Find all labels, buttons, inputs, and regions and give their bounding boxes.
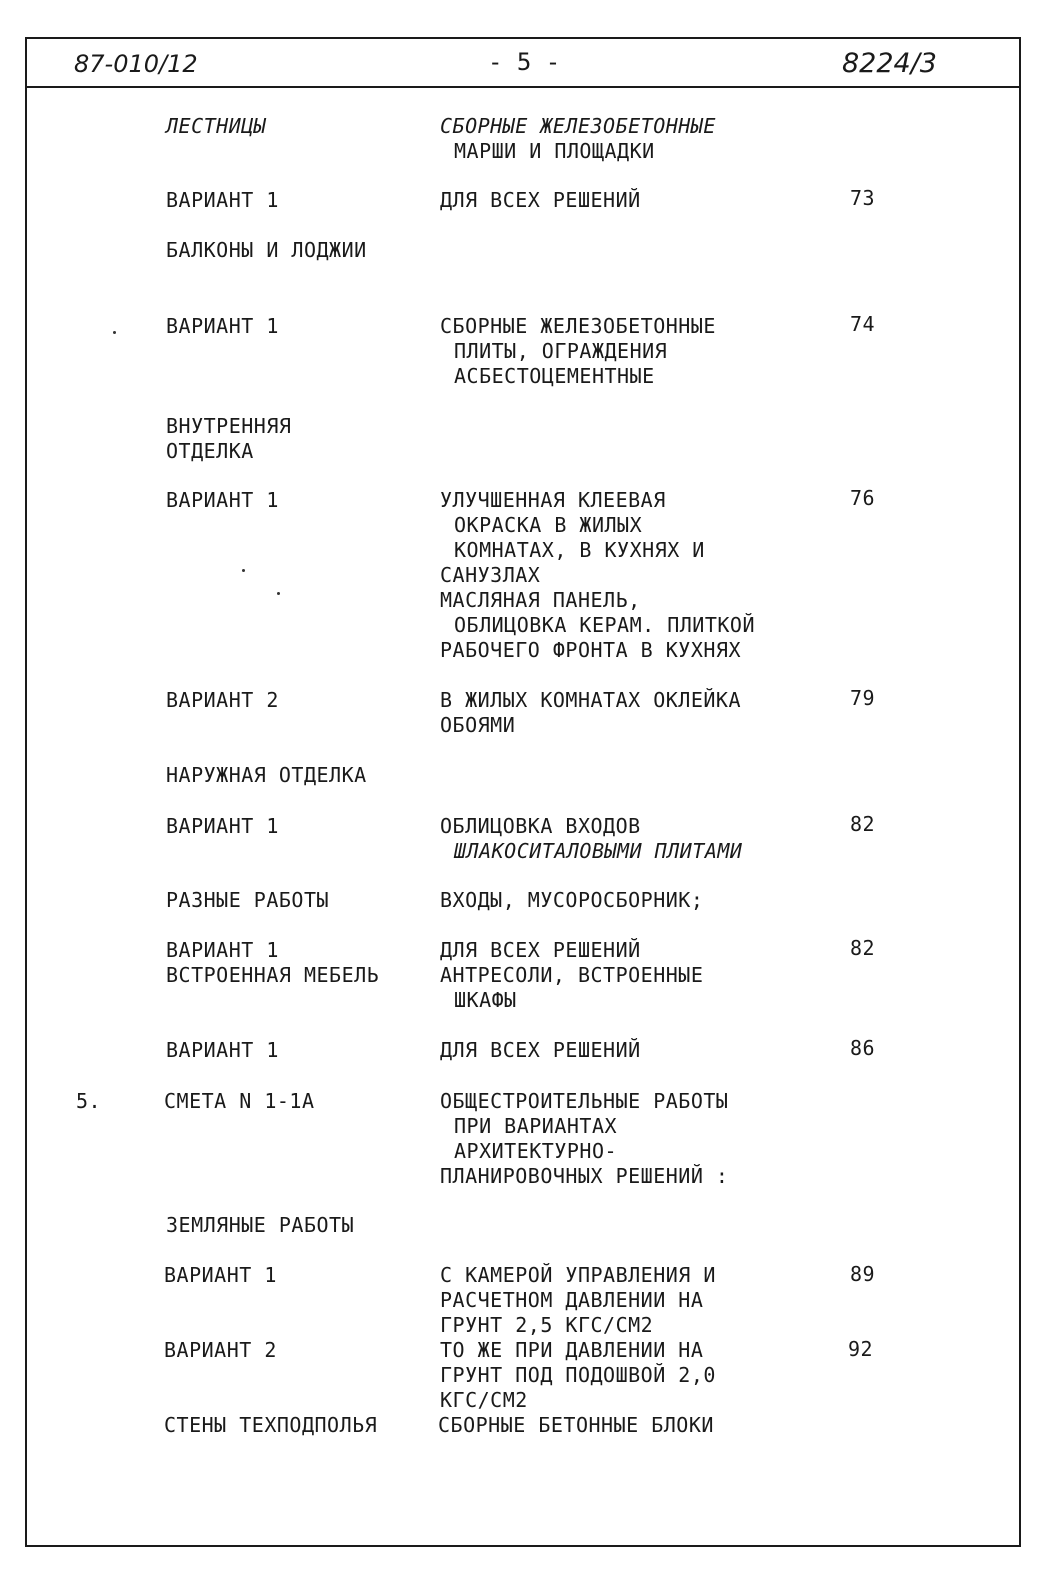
variant-label: ВАРИАНТ 1 xyxy=(166,188,279,212)
description-text: С КАМЕРОЙ УПРАВЛЕНИЯ И xyxy=(440,1263,716,1287)
section-title: НАРУЖНАЯ ОТДЕЛКА xyxy=(166,763,367,787)
variant-label: ВАРИАНТ 1 xyxy=(166,488,279,512)
description-text: СБОРНЫЕ ЖЕЛЕЗОБЕТОННЫЕ xyxy=(440,314,716,338)
description-text: ТО ЖЕ ПРИ ДАВЛЕНИИ НА xyxy=(440,1338,704,1362)
description-text: ОБЛИЦОВКА ВХОДОВ xyxy=(440,814,641,838)
description-text: ШЛАКОСИТАЛОВЫМИ ПЛИТАМИ xyxy=(454,839,743,863)
description-text: ШКАФЫ xyxy=(454,988,517,1012)
scan-speck xyxy=(113,331,116,334)
description-text: ДЛЯ ВСЕХ РЕШЕНИЙ xyxy=(440,938,641,962)
page-reference: 86 xyxy=(850,1036,876,1060)
page-number: - 5 - xyxy=(488,48,561,76)
description-text: В ЖИЛЫХ КОМНАТАХ ОКЛЕЙКА xyxy=(440,688,741,712)
description-text: ВХОДЫ, МУСОРОСБОРНИК; xyxy=(440,888,704,912)
section-title: БАЛКОНЫ И ЛОДЖИИ xyxy=(166,238,367,262)
page-reference: 92 xyxy=(848,1337,874,1361)
variant-label: ВАРИАНТ 1 xyxy=(166,1038,279,1062)
description-text: САНУЗЛАХ xyxy=(440,563,541,587)
description-text: ПРИ ВАРИАНТАХ xyxy=(454,1114,618,1138)
section-title: ЗЕМЛЯНЫЕ РАБОТЫ xyxy=(166,1213,355,1237)
sheet-number: 8224/3 xyxy=(842,48,937,79)
section-title: СМЕТА N 1-1А xyxy=(164,1089,315,1113)
document-code: 87-010/12 xyxy=(74,50,198,78)
scan-speck xyxy=(277,592,280,595)
page-reference: 82 xyxy=(850,936,876,960)
variant-label: ВАРИАНТ 2 xyxy=(164,1338,277,1362)
description-text: ОКРАСКА В ЖИЛЫХ xyxy=(454,513,643,537)
description-text: ДЛЯ ВСЕХ РЕШЕНИЙ xyxy=(440,1038,641,1062)
item-number: 5. xyxy=(76,1089,102,1113)
description-text: ОБОЯМИ xyxy=(440,713,516,737)
page-reference: 82 xyxy=(850,812,876,836)
variant-label: ВАРИАНТ 2 xyxy=(166,688,279,712)
description-text: ПЛИТЫ, ОГРАЖДЕНИЯ xyxy=(454,339,668,363)
section-title: ВСТРОЕННАЯ МЕБЕЛЬ xyxy=(166,963,380,987)
description-text: РАСЧЕТНОМ ДАВЛЕНИИ НА xyxy=(440,1288,704,1312)
section-title: ОТДЕЛКА xyxy=(166,439,254,463)
header-rule xyxy=(25,86,1021,88)
description-text: РАБОЧЕГО ФРОНТА В КУХНЯХ xyxy=(440,638,741,662)
description-text: ПЛАНИРОВОЧНЫХ РЕШЕНИЙ : xyxy=(440,1164,729,1188)
description-text: УЛУЧШЕННАЯ КЛЕЕВАЯ xyxy=(440,488,666,512)
section-title: РАЗНЫЕ РАБОТЫ xyxy=(166,888,330,912)
section-title: СТЕНЫ ТЕХПОДПОЛЬЯ xyxy=(164,1413,378,1437)
page-reference: 89 xyxy=(850,1262,876,1286)
description-text: СБОРНЫЕ БЕТОННЫЕ БЛОКИ xyxy=(438,1413,714,1437)
description-text: ГРУНТ 2,5 КГС/СМ2 xyxy=(440,1313,654,1337)
section-title: ВНУТРЕННЯЯ xyxy=(166,414,292,438)
variant-label: ВАРИАНТ 1 xyxy=(166,814,279,838)
variant-label: ВАРИАНТ 1 xyxy=(166,314,279,338)
page-reference: 73 xyxy=(850,186,876,210)
page-reference: 76 xyxy=(850,486,876,510)
page-reference: 74 xyxy=(850,312,876,336)
description-text: МАРШИ И ПЛОЩАДКИ xyxy=(454,139,655,163)
variant-label: ВАРИАНТ 1 xyxy=(166,938,279,962)
page-reference: 79 xyxy=(850,686,876,710)
description-text: ОБЛИЦОВКА КЕРАМ. ПЛИТКОЙ xyxy=(454,613,755,637)
description-text: ГРУНТ ПОД ПОДОШВОЙ 2,0 xyxy=(440,1363,716,1387)
description-text: ДЛЯ ВСЕХ РЕШЕНИЙ xyxy=(440,188,641,212)
description-text: КГС/СМ2 xyxy=(440,1388,528,1412)
description-text: АСБЕСТОЦЕМЕНТНЫЕ xyxy=(454,364,655,388)
description-text: СБОРНЫЕ ЖЕЛЕЗОБЕТОННЫЕ xyxy=(440,114,716,138)
description-text: КОМНАТАХ, В КУХНЯХ И xyxy=(454,538,705,562)
section-title: ЛЕСТНИЦЫ xyxy=(166,114,267,138)
description-text: АНТРЕСОЛИ, ВСТРОЕННЫЕ xyxy=(440,963,704,987)
scan-speck xyxy=(242,569,245,572)
variant-label: ВАРИАНТ 1 xyxy=(164,1263,277,1287)
description-text: МАСЛЯНАЯ ПАНЕЛЬ, xyxy=(440,588,641,612)
description-text: ОБЩЕСТРОИТЕЛЬНЫЕ РАБОТЫ xyxy=(440,1089,729,1113)
description-text: АРХИТЕКТУРНО- xyxy=(454,1139,618,1163)
